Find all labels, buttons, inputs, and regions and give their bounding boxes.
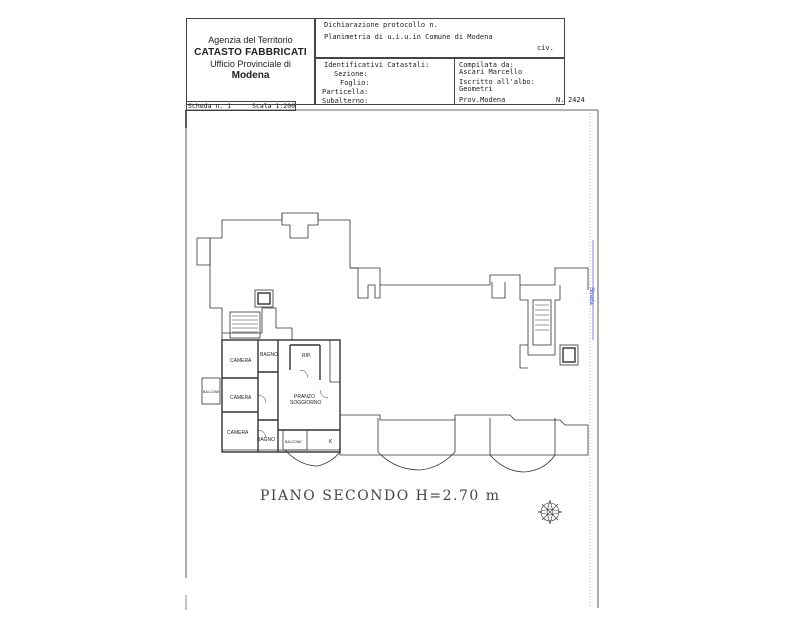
bay-window-2 [490, 418, 555, 472]
catasto-title: CATASTO FABBRICATI [194, 47, 307, 58]
street-note: Strada [588, 287, 594, 305]
room-bagno-1: BAGNO [260, 352, 279, 358]
scheda-label: Scheda n. 1 [188, 102, 232, 110]
compiled-by-label: Compilata da: [459, 61, 514, 69]
register-value: Geometri [459, 85, 493, 93]
agency-name: Agenzia del Territorio [208, 35, 293, 45]
subalterno-label: Subalterno: [322, 97, 369, 105]
scala-label: Scala 1:200 [252, 102, 296, 110]
room-soggiorno: SOGGIORNO [290, 400, 322, 406]
identifiers-title: Identificativi Catastali: [324, 61, 430, 69]
register-label: Iscritto all'albo: [459, 78, 535, 86]
room-balcone-1: BALCONE [203, 390, 220, 394]
office-city: Modena [231, 70, 270, 81]
planimetry-label: Planimetria di u.i.u.in Comune di Modena [324, 33, 493, 41]
floor-label: PIANO SECONDO H=2.70 m [260, 488, 501, 504]
north-compass [538, 500, 562, 524]
room-balcone-2: BALCONE [285, 440, 302, 444]
particella-label: Particella: [322, 88, 369, 96]
civ-label: civ. [537, 44, 554, 52]
building-outline [210, 238, 588, 455]
room-rip: RIP. [302, 353, 312, 359]
office-subtitle: Ufficio Provinciale di [210, 59, 291, 69]
stair-right [533, 300, 551, 345]
province-label: Prov.Modena [459, 96, 506, 104]
room-camera-1: CAMERA [230, 358, 252, 364]
sezione-label: Sezione: [334, 70, 368, 78]
room-pranzo: PRANZO [294, 394, 315, 400]
number-label: N. [556, 96, 565, 104]
room-camera-3: CAMERA [227, 430, 249, 436]
number-value: 2424 [568, 96, 585, 104]
bay-window-1 [378, 418, 455, 470]
declaration-label: Dichiarazione protocollo n. [324, 21, 438, 29]
room-camera-2: CAMERA [230, 395, 252, 401]
room-bagno-2: BAGNO [257, 437, 276, 443]
compiled-by-name: Ascari Marcello [459, 68, 523, 76]
room-k: K [329, 439, 333, 445]
foglio-label: Foglio: [340, 79, 370, 87]
